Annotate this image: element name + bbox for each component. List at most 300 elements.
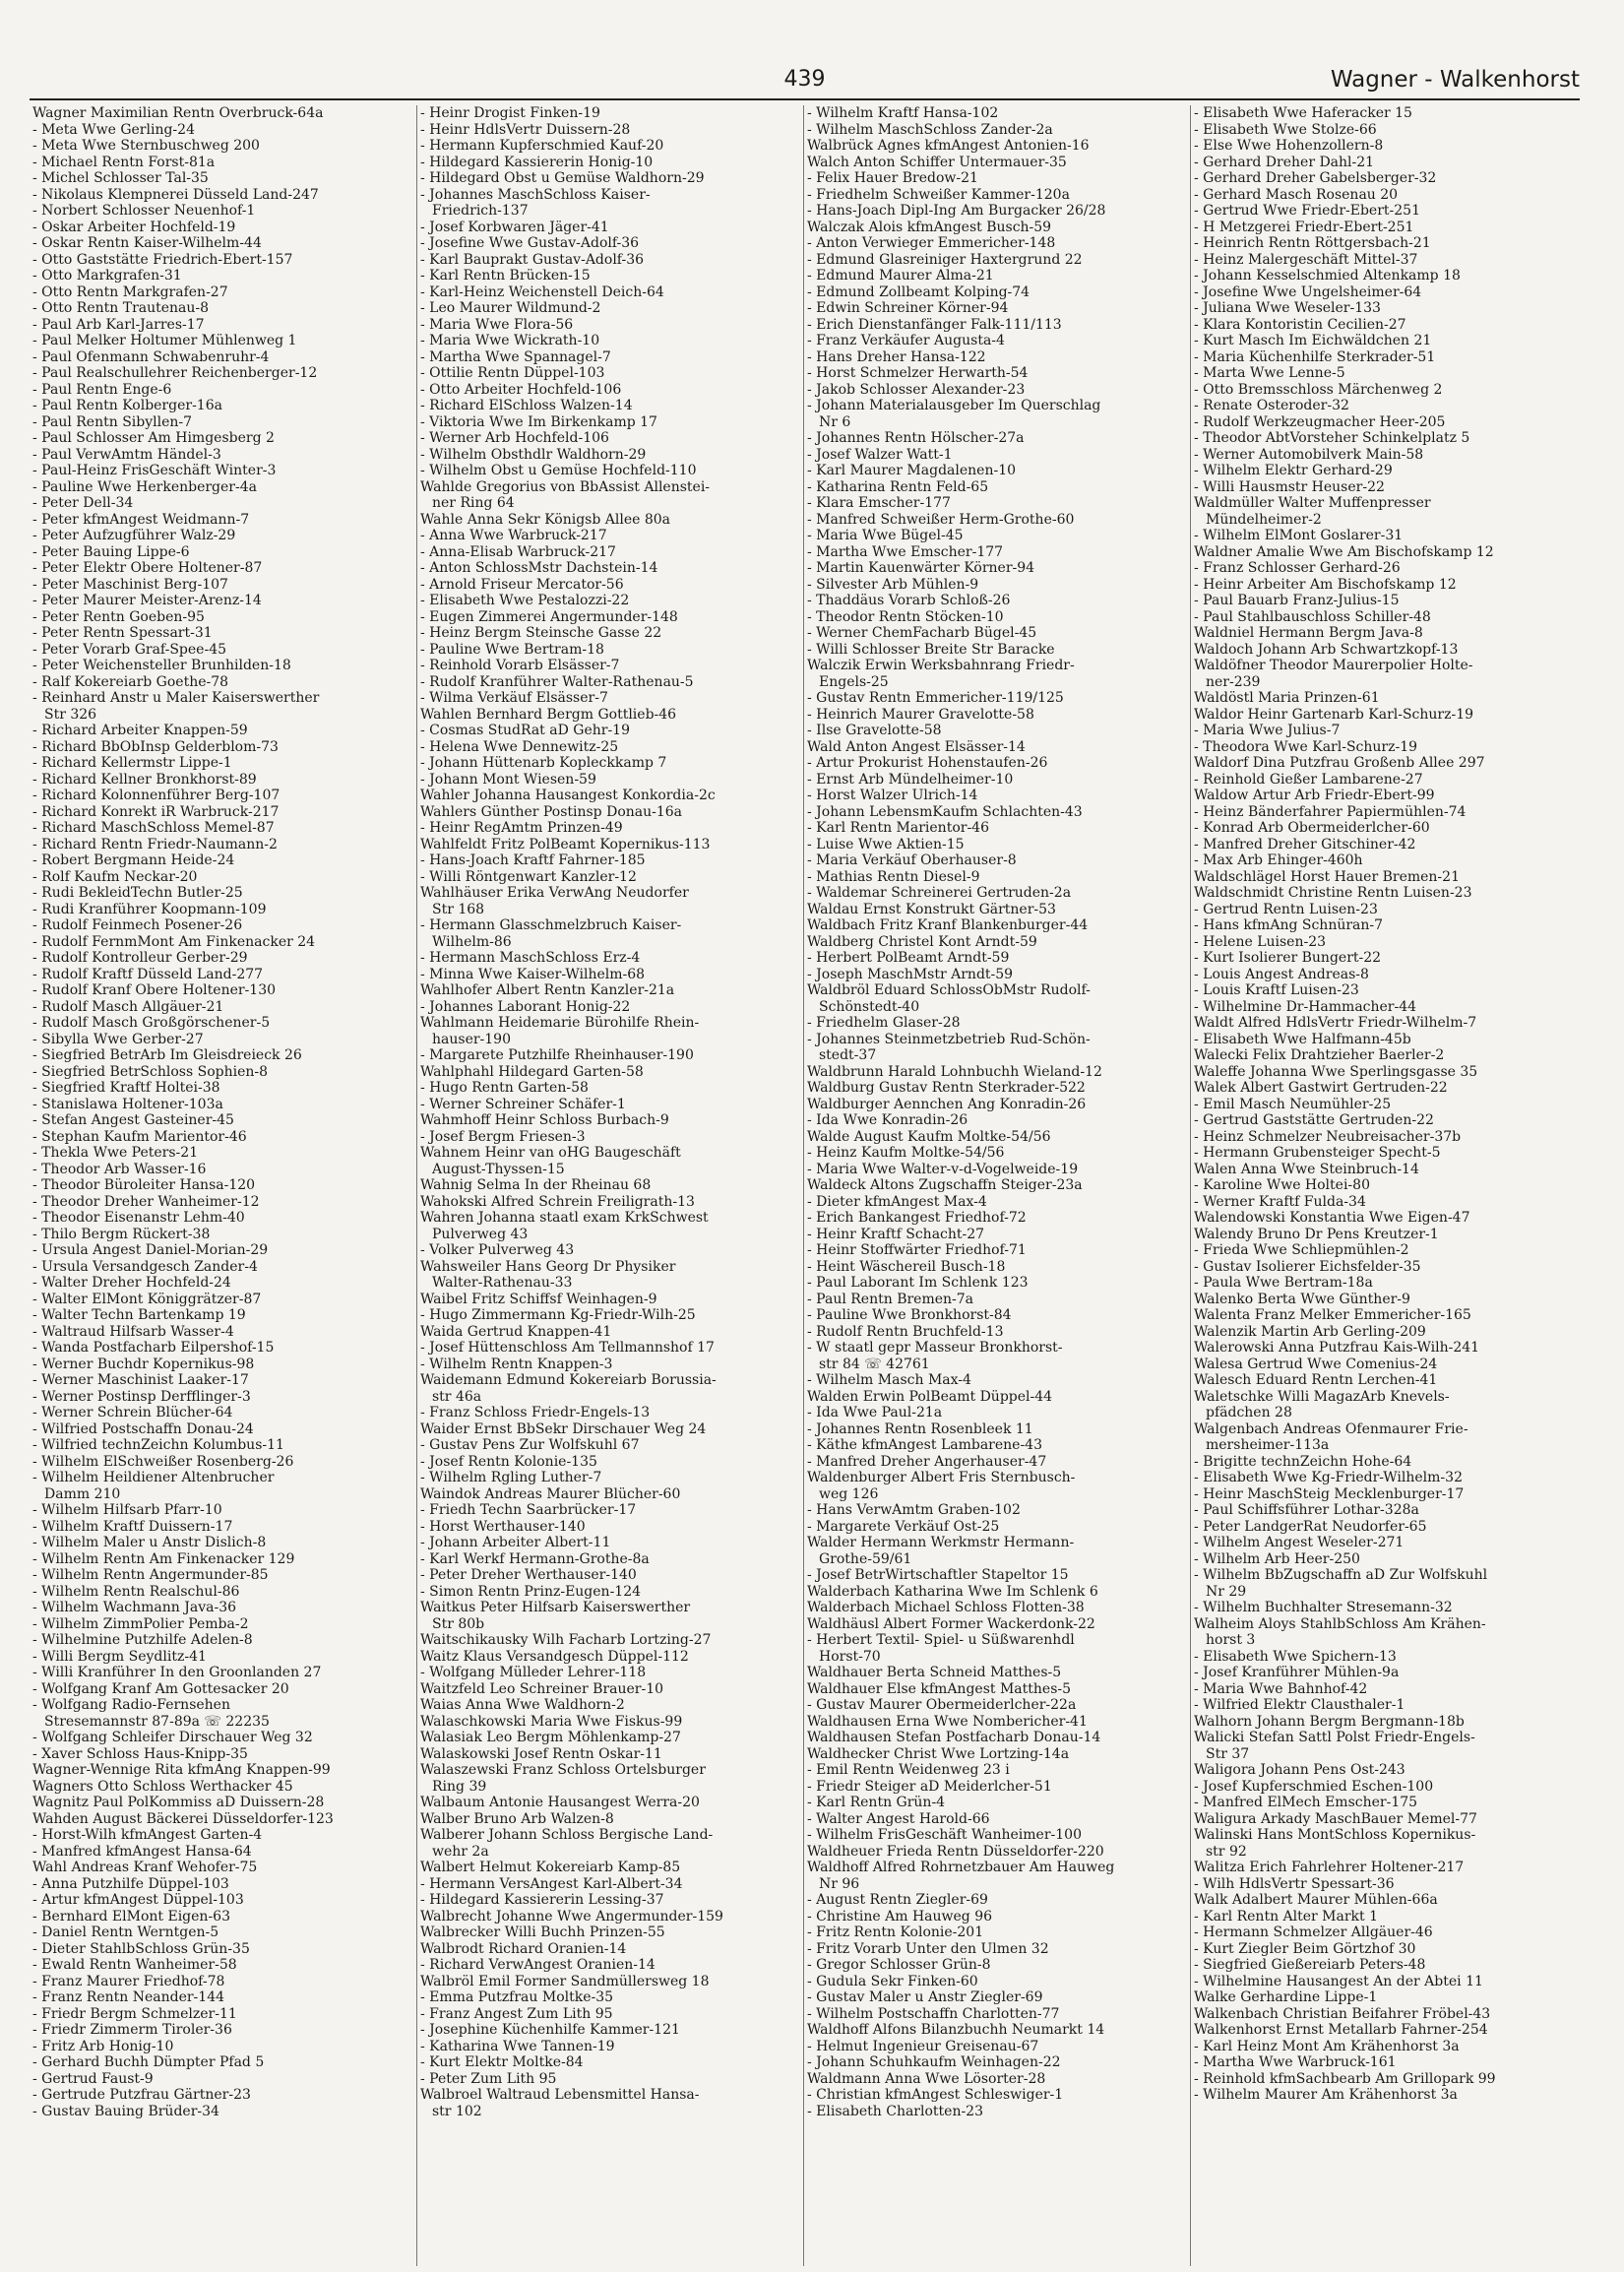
directory-entry: - Thekla Wwe Peters-21 <box>32 1145 199 1161</box>
directory-entry: - Edmund Glasreiniger Haxtergrund 22 <box>807 251 1083 268</box>
directory-entry: - Margarete Verkäuf Ost-25 <box>807 1518 1000 1535</box>
directory-entry: - Gertrud Faust-9 <box>32 2070 154 2087</box>
directory-entry: - Rolf Kaufm Neckar-20 <box>32 868 198 885</box>
directory-entry: - Sibylla Wwe Gerber-27 <box>32 1031 204 1047</box>
directory-entry: Waibel Fritz Schiffsf Weinhagen-9 <box>420 1291 657 1307</box>
directory-entry: - Silvester Arb Mühlen-9 <box>807 576 979 593</box>
directory-entry: - Paul Schiffsführer Lothar-328a <box>1194 1502 1419 1518</box>
directory-entry: Walbrecker Willi Buchh Prinzen-55 <box>420 1925 665 1940</box>
directory-entry: - Karoline Wwe Holtei-80 <box>1194 1177 1370 1193</box>
directory-entry: Walitza Erich Fahrlehrer Holtener-217 <box>1194 1860 1465 1875</box>
directory-entry: - Peter Rentn Spessart-31 <box>32 625 213 641</box>
directory-entry: - Rudolf Masch Großgörschener-5 <box>32 1015 271 1031</box>
directory-entry: - Rudolf FernmMont Am Finkenacker 24 <box>32 933 316 950</box>
directory-entry: - Ilse Gravelotte-58 <box>807 723 942 738</box>
directory-entry: - Theodor Arb Wasser-16 <box>32 1161 207 1177</box>
directory-column-4 <box>1190 105 1577 2266</box>
directory-entry: Damm 210 <box>44 1485 121 1502</box>
directory-entry: - Siegfried BetrArb Im Gleisdreieck 26 <box>32 1047 302 1063</box>
directory-entry: Horst-70 <box>819 1648 881 1665</box>
directory-entry: Waldberg Christel Kont Arndt-59 <box>807 933 1037 950</box>
directory-entry: Walgenbach Andreas Ofenmaurer Frie- <box>1194 1420 1468 1437</box>
directory-entry: - Wilhelm Masch Max-4 <box>807 1372 971 1388</box>
directory-column-2 <box>416 105 803 2266</box>
directory-entry: - Heinr Drogist Finken-19 <box>420 105 600 121</box>
page-number: 439 <box>783 67 826 92</box>
directory-entry: Wahl Andreas Kranf Wehofer-75 <box>32 1860 258 1875</box>
directory-entry: - Heinr MaschSteig Mecklenburger-17 <box>1194 1485 1465 1502</box>
directory-entry: - Renate Osteroder-32 <box>1194 398 1349 413</box>
directory-entry: Walenko Berta Wwe Günther-9 <box>1194 1291 1410 1307</box>
directory-entry: Waias Anna Wwe Waldhorn-2 <box>420 1697 625 1713</box>
directory-entry: weg 126 <box>819 1485 879 1502</box>
directory-entry: - Otto Rentn Trautenau-8 <box>32 300 210 316</box>
directory-entry: - Hermann Schmelzer Allgäuer-46 <box>1194 1925 1433 1940</box>
directory-entry: - Katharina Wwe Tannen-19 <box>420 2038 615 2054</box>
directory-entry: - Otto Markgrafen-31 <box>32 268 182 284</box>
directory-entry: ner-239 <box>1206 673 1261 690</box>
directory-entry: - Paul Bauarb Franz-Julius-15 <box>1194 593 1400 608</box>
directory-entry: - Paul Rentn Sibyllen-7 <box>32 413 193 430</box>
directory-entry: Wahokski Alfred Schrein Freiligrath-13 <box>420 1193 695 1210</box>
directory-entry: - Werner Buchdr Kopernikus-98 <box>32 1356 255 1372</box>
directory-entry: - Christine Am Hauweg 96 <box>807 1908 993 1925</box>
directory-entry: - Waltraud Hilfsarb Wasser-4 <box>32 1323 234 1340</box>
directory-entry: - Wilhelm Elektr Gerhard-29 <box>1194 463 1393 478</box>
directory-entry: Wahnig Selma In der Rheinau 68 <box>420 1177 652 1193</box>
directory-entry: - Gerhard Masch Rosenau 20 <box>1194 186 1399 203</box>
directory-entry: pfädchen 28 <box>1206 1405 1292 1420</box>
header-rule <box>30 98 1580 100</box>
directory-entry: - Josef Kupferschmied Eschen-100 <box>1194 1778 1434 1795</box>
directory-entry: Str 80b <box>432 1615 485 1632</box>
directory-entry: - Hildegard Kassiererin Lessing-37 <box>420 1892 664 1908</box>
directory-entry: - Richard Kolonnenführer Berg-107 <box>32 788 281 803</box>
directory-entry: - Friedhelm Schweißer Kammer-120a <box>807 186 1070 203</box>
directory-entry: - Gustav Bauing Brüder-34 <box>32 2103 219 2119</box>
directory-entry: - Paul Melker Holtumer Mühlenweg 1 <box>32 333 297 348</box>
directory-entry: - Paula Wwe Bertram-18a <box>1194 1275 1373 1291</box>
directory-entry: - Rudi Kranführer Koopmann-109 <box>32 901 267 917</box>
directory-entry: - Eugen Zimmerei Angermunder-148 <box>420 608 678 625</box>
directory-entry: - Willi Schlosser Breite Str Baracke <box>807 641 1055 658</box>
directory-entry: Walch Anton Schiffer Untermauer-35 <box>807 154 1067 170</box>
directory-entry: - Karl Rentn Grün-4 <box>807 1795 946 1810</box>
directory-entry: - Johannes MaschSchloss Kaiser- <box>420 186 651 203</box>
directory-entry: Waldner Amalie Wwe Am Bischofskamp 12 <box>1194 543 1494 560</box>
directory-entry: - Anton Verwieger Emmericher-148 <box>807 235 1056 251</box>
directory-entry: - Gertrud Rentn Luisen-23 <box>1194 901 1378 917</box>
directory-entry: - Wilhelm Maurer Am Krähenhorst 3a <box>1194 2087 1458 2103</box>
directory-entry: Walenzik Martin Arb Gerling-209 <box>1194 1323 1426 1340</box>
directory-entry: Waida Gertrud Knappen-41 <box>420 1323 612 1340</box>
directory-entry: - Otto Bremsschloss Märchenweg 2 <box>1194 381 1443 398</box>
directory-entry: - Ida Wwe Konradin-26 <box>807 1112 968 1128</box>
directory-entry: - Brigitte technZeichn Hohe-64 <box>1194 1453 1412 1470</box>
directory-entry: - Ursula Versandgesch Zander-4 <box>32 1258 258 1275</box>
directory-entry: Walderbach Michael Schloss Flotten-38 <box>807 1600 1085 1615</box>
directory-entry: - Horst Werthauser-140 <box>420 1518 586 1535</box>
directory-entry: - Johann Arbeiter Albert-11 <box>420 1535 611 1550</box>
directory-entry: - Richard VerwAngest Oranien-14 <box>420 1957 656 1973</box>
directory-entry: - Wilhelm Rgling Luther-7 <box>420 1470 602 1485</box>
directory-entry: str 46a <box>432 1388 482 1405</box>
directory-entry: - Heinz Malergeschäft Mittel-37 <box>1194 251 1418 268</box>
directory-entry: str 84 ☏ 42761 <box>819 1356 930 1372</box>
directory-entry: Waldor Heinr Gartenarb Karl-Schurz-19 <box>1194 706 1474 723</box>
directory-entry: - Theodora Wwe Karl-Schurz-19 <box>1194 738 1418 755</box>
directory-entry: - Werner Maschinist Laaker-17 <box>32 1372 249 1388</box>
directory-entry: - Anna Putzhilfe Düppel-103 <box>32 1875 229 1892</box>
directory-entry: - Frieda Wwe Schliepmühlen-2 <box>1194 1242 1409 1258</box>
directory-entry: - Rudolf Feinmech Posener-26 <box>32 917 243 933</box>
directory-entry: Walesch Eduard Rentn Lerchen-41 <box>1194 1372 1438 1388</box>
directory-entry: Engels-25 <box>819 673 889 690</box>
directory-entry: - Hermann Glasschmelzbruch Kaiser- <box>420 917 682 933</box>
directory-entry: - Richard Arbeiter Knappen-59 <box>32 723 248 738</box>
directory-entry: Waldburg Gustav Rentn Sterkrader-522 <box>807 1080 1086 1096</box>
directory-entry: - Katharina Rentn Feld-65 <box>807 478 989 495</box>
directory-entry: - Erich Dienstanfänger Falk-111/113 <box>807 316 1062 333</box>
directory-entry: - Hans-Joach Kraftf Fahrner-185 <box>420 852 646 868</box>
directory-entry: - Horst-Wilh kfmAngest Garten-4 <box>32 1827 263 1843</box>
directory-entry: - Heinr RegAmtm Prinzen-49 <box>420 820 623 836</box>
directory-entry: - Emil Masch Neumühler-25 <box>1194 1096 1392 1112</box>
directory-entry: - Christian kfmAngest Schleswiger-1 <box>807 2087 1064 2103</box>
directory-entry: - Johannes Laborant Honig-22 <box>420 998 631 1015</box>
directory-entry: - Fritz Rentn Kolonie-201 <box>807 1925 984 1940</box>
directory-entry: - Josef BetrWirtschaftler Stapeltor 15 <box>807 1567 1069 1583</box>
directory-entry: - Heinrich Rentn Röttgersbach-21 <box>1194 235 1431 251</box>
directory-entry: - Karl-Heinz Weichenstell Deich-64 <box>420 284 664 300</box>
directory-entry: - Peter Aufzugführer Walz-29 <box>32 528 236 543</box>
directory-entry: - Fritz Vorarb Unter den Ulmen 32 <box>807 1940 1049 1957</box>
directory-entry: Wahlfeldt Fritz PolBeamt Kopernikus-113 <box>420 836 711 852</box>
directory-entry: - Wilhelmine Putzhilfe Adelen-8 <box>32 1632 253 1648</box>
directory-entry: - Wanda Postfacharb Eilpershof-15 <box>32 1340 275 1356</box>
directory-entry: Waldhecker Christ Wwe Lortzing-14a <box>807 1745 1070 1762</box>
directory-entry: - Joseph MaschMstr Arndt-59 <box>807 966 1014 982</box>
directory-entry: Walek Albert Gastwirt Gertruden-22 <box>1194 1080 1448 1096</box>
directory-entry: - Wilh HdlsVertr Spessart-36 <box>1194 1875 1395 1892</box>
directory-entry: - Wilhelmine Hausangest An der Abtei 11 <box>1194 1973 1483 1989</box>
directory-entry: - Wilhelm MaschSchloss Zander-2a <box>807 121 1053 138</box>
directory-entry: - Johann LebensmKaufm Schlachten-43 <box>807 803 1083 820</box>
directory-entry: Walendy Bruno Dr Pens Kreutzer-1 <box>1194 1226 1439 1242</box>
directory-entry: - Edwin Schreiner Körner-94 <box>807 300 1009 316</box>
directory-entry: - Helmut Ingenieur Greisenau-67 <box>807 2038 1039 2054</box>
directory-entry: - Louis Kraftf Luisen-23 <box>1194 982 1359 998</box>
directory-entry: - Willi Kranführer In den Groonlanden 27 <box>32 1665 322 1680</box>
directory-entry: Friedrich-137 <box>432 203 529 219</box>
directory-entry: Walhorn Johann Bergm Bergmann-18b <box>1194 1713 1465 1730</box>
directory-entry: - Wilhelm Obst u Gemüse Hochfeld-110 <box>420 463 697 478</box>
directory-entry: stedt-37 <box>819 1047 877 1063</box>
directory-entry: - Elisabeth Wwe Haferacker 15 <box>1194 105 1412 121</box>
directory-entry: Grothe-59/61 <box>819 1550 912 1567</box>
directory-entry: Waidemann Edmund Kokereiarb Borussia- <box>420 1372 717 1388</box>
directory-entry: - Kurt Elektr Moltke-84 <box>420 2054 584 2070</box>
directory-entry: - Helena Wwe Dennewitz-25 <box>420 738 619 755</box>
directory-entry: Waldmüller Walter Muffenpresser <box>1194 495 1431 511</box>
directory-entry: Stresemannstr 87-89a ☏ 22235 <box>44 1713 270 1730</box>
directory-entry: - Paul Laborant Im Schlenk 123 <box>807 1275 1029 1291</box>
directory-entry: Wahlmann Heidemarie Bürohilfe Rhein- <box>420 1015 700 1031</box>
directory-entry: - Wilhelm Maler u Anstr Dislich-8 <box>32 1535 267 1550</box>
directory-entry: - Rudolf Rentn Bruchfeld-13 <box>807 1323 1004 1340</box>
directory-entry: - Elisabeth Wwe Spichern-13 <box>1194 1648 1397 1665</box>
directory-entry: - Werner Schrein Blücher-64 <box>32 1405 233 1420</box>
directory-entry: - Waldemar Schreinerei Gertruden-2a <box>807 885 1072 901</box>
directory-entry: - Hildegard Obst u Gemüse Waldhorn-29 <box>420 170 705 186</box>
directory-entry: - Karl Maurer Magdalenen-10 <box>807 463 1017 478</box>
directory-entry: - Hugo Rentn Garten-58 <box>420 1080 589 1096</box>
directory-entry: - Maria Wwe Walter-v-d-Vogelweide-19 <box>807 1161 1079 1177</box>
directory-entry: - Richard Rentn Friedr-Naumann-2 <box>32 836 278 852</box>
directory-entry: - Hermann VersAngest Karl-Albert-34 <box>420 1875 683 1892</box>
directory-entry: - Paul Schlosser Am Himgesberg 2 <box>32 430 275 446</box>
directory-entry: - Käthe kfmAngest Lambarene-43 <box>807 1437 1042 1453</box>
directory-entry: Walen Anna Wwe Steinbruch-14 <box>1194 1161 1419 1177</box>
directory-entry: - Heinr Stoffwärter Friedhof-71 <box>807 1242 1027 1258</box>
directory-entry: Walbröl Emil Former Sandmüllersweg 18 <box>420 1973 710 1989</box>
directory-entry: - Franz Angest Zum Lith 95 <box>420 2005 613 2022</box>
directory-entry: mersheimer-113a <box>1206 1437 1330 1453</box>
directory-entry: - Theodor AbtVorsteher Schinkelplatz 5 <box>1194 430 1470 446</box>
directory-entry: Wagner-Wennige Rita kfmAng Knappen-99 <box>32 1762 331 1778</box>
directory-entry: Waldhausen Erna Wwe Nombericher-41 <box>807 1713 1088 1730</box>
directory-entry: Walbrück Agnes kfmAngest Antonien-16 <box>807 138 1090 154</box>
directory-entry: - Edmund Zollbeamt Kolping-74 <box>807 284 1031 300</box>
directory-entry: - Martha Wwe Spannagel-7 <box>420 348 611 365</box>
directory-entry: - Martin Kauenwärter Körner-94 <box>807 560 1035 576</box>
directory-entry: - Richard Konrekt iR Warbruck-217 <box>32 803 280 820</box>
directory-entry: Walber Bruno Arb Walzen-8 <box>420 1810 614 1827</box>
directory-entry: Waitz Klaus Versandgesch Düppel-112 <box>420 1648 689 1665</box>
directory-entry: - Paul VerwAmtm Händel-3 <box>32 446 221 463</box>
directory-entry: - Wilhelm Postschaffn Charlotten-77 <box>807 2005 1060 2022</box>
directory-entry: Walecki Felix Drahtzieher Baerler-2 <box>1194 1047 1445 1063</box>
directory-entry: Walkenhorst Ernst Metallarb Fahrner-254 <box>1194 2022 1488 2038</box>
directory-entry: - Wilhelm ElSchweißer Rosenberg-26 <box>32 1453 294 1470</box>
directory-entry: - Wilhelm ElMont Goslarer-31 <box>1194 528 1404 543</box>
directory-entry: - Josef Korbwaren Jäger-41 <box>420 219 609 235</box>
directory-columns <box>30 105 1580 2266</box>
directory-entry: Walkenbach Christian Beifahrer Fröbel-43 <box>1194 2005 1491 2022</box>
directory-entry: horst 3 <box>1206 1632 1256 1648</box>
directory-entry: - Heinr Kraftf Schacht-27 <box>807 1226 985 1242</box>
directory-entry: - Ewald Rentn Wanheimer-58 <box>32 1957 237 1973</box>
directory-entry: Wahnem Heinr van oHG Baugeschäft <box>420 1145 681 1161</box>
directory-entry: - Dieter StahlbSchloss Grün-35 <box>32 1940 250 1957</box>
directory-entry: - Peter Vorarb Graf-Spee-45 <box>32 641 227 658</box>
directory-entry: - Jakob Schlosser Alexander-23 <box>807 381 1026 398</box>
directory-entry: Waldeck Altons Zugschaffn Steiger-23a <box>807 1177 1083 1193</box>
directory-entry: - Peter kfmAngest Weidmann-7 <box>32 511 250 528</box>
directory-entry: - Gerhard Dreher Gabelsberger-32 <box>1194 170 1437 186</box>
directory-entry: - Wilhelm Heildiener Altenbrucher <box>32 1470 275 1485</box>
directory-entry: - Johann Mont Wiesen-59 <box>420 771 596 788</box>
directory-entry: - Johann Materialausgeber Im Querschlag <box>807 398 1101 413</box>
directory-entry: - Reinhold kfmSachbearb Am Grillopark 99 <box>1194 2070 1496 2087</box>
directory-entry: - Peter Dell-34 <box>32 495 134 511</box>
directory-entry: - Josephine Küchenhilfe Kammer-121 <box>420 2022 680 2038</box>
directory-entry: - Willi Bergm Seydlitz-41 <box>32 1648 207 1665</box>
directory-column-1 <box>30 105 416 2266</box>
directory-entry: - Ernst Arb Mündelheimer-10 <box>807 771 1014 788</box>
directory-entry: - Dieter kfmAngest Max-4 <box>807 1193 987 1210</box>
directory-entry: - Paul Rentn Kolberger-16a <box>32 398 222 413</box>
directory-entry: - Wilhelm BbZugschaffn aD Zur Wolfskuhl <box>1194 1567 1488 1583</box>
directory-entry: Walbroel Waltraud Lebensmittel Hansa- <box>420 2087 700 2103</box>
directory-entry: - Wilfried Elektr Clausthaler-1 <box>1194 1697 1405 1713</box>
directory-entry: Walasiak Leo Bergm Möhlenkamp-27 <box>420 1730 681 1745</box>
directory-entry: - Gerhard Buchh Dümpter Pfad 5 <box>32 2054 265 2070</box>
directory-entry: - Heinr HdlsVertr Duissern-28 <box>420 121 631 138</box>
directory-entry: Waitkus Peter Hilfsarb Kaiserswerther <box>420 1600 691 1615</box>
directory-entry: - Heinz Kaufm Moltke-54/56 <box>807 1145 1005 1161</box>
directory-entry: - Elisabeth Wwe Kg-Friedr-Wilhelm-32 <box>1194 1470 1463 1485</box>
directory-entry: - Else Wwe Hohenzollern-8 <box>1194 138 1384 154</box>
directory-entry: - Friedr Zimmerm Tiroler-36 <box>32 2022 232 2038</box>
directory-entry: - Theodor Büroleiter Hansa-120 <box>32 1177 256 1193</box>
directory-entry: - Manfred ElMech Emscher-175 <box>1194 1795 1418 1810</box>
directory-entry: Walter-Rathenau-33 <box>432 1275 573 1291</box>
directory-entry: - Werner Automobilverk Main-58 <box>1194 446 1424 463</box>
directory-entry: - Paul Stahlbauschloss Schiller-48 <box>1194 608 1431 625</box>
directory-entry: - Minna Wwe Kaiser-Wilhelm-68 <box>420 966 646 982</box>
directory-entry: - W staatl gepr Masseur Bronkhorst- <box>807 1340 1063 1356</box>
directory-entry: Walczik Erwin Werksbahnrang Friedr- <box>807 658 1075 673</box>
directory-entry: - Wilhelm Kraftf Duissern-17 <box>32 1518 233 1535</box>
directory-entry: - Werner Schreiner Schäfer-1 <box>420 1096 626 1112</box>
directory-entry: - Josef Bergm Friesen-3 <box>420 1128 586 1145</box>
directory-entry: - Franz Schloss Friedr-Engels-13 <box>420 1405 651 1420</box>
directory-entry: - Kurt Masch Im Eichwäldchen 21 <box>1194 333 1432 348</box>
directory-entry: - Manfred Schweißer Herm-Grothe-60 <box>807 511 1075 528</box>
directory-entry: Waldheuer Frieda Rentn Düsseldorfer-220 <box>807 1843 1104 1860</box>
directory-entry: Walaschkowski Maria Wwe Fiskus-99 <box>420 1713 683 1730</box>
directory-entry: Walk Adalbert Maurer Mühlen-66a <box>1194 1892 1438 1908</box>
directory-entry: - Werner Kraftf Fulda-34 <box>1194 1193 1366 1210</box>
directory-entry: Wahlhofer Albert Rentn Kanzler-21a <box>420 982 675 998</box>
directory-entry: Walden Erwin PolBeamt Düppel-44 <box>807 1388 1053 1405</box>
directory-entry: - Wolfgang Kranf Am Gottesacker 20 <box>32 1680 289 1697</box>
directory-entry: - Daniel Rentn Werntgen-5 <box>32 1925 219 1940</box>
directory-entry: Waldhoff Alfred Rohrnetzbauer Am Hauweg <box>807 1860 1115 1875</box>
directory-entry: - Anna-Elisab Warbruck-217 <box>420 543 616 560</box>
directory-entry: hauser-190 <box>432 1031 511 1047</box>
directory-entry: Waldt Alfred HdlsVertr Friedr-Wilhelm-7 <box>1194 1015 1477 1031</box>
directory-entry: - Martha Wwe Warbruck-161 <box>1194 2054 1397 2070</box>
directory-entry: - Kurt Ziegler Beim Görtzhof 30 <box>1194 1940 1416 1957</box>
directory-entry: Waldorf Dina Putzfrau Großenb Allee 297 <box>1194 755 1485 771</box>
directory-entry: - Franz Rentn Neander-144 <box>32 1989 225 2005</box>
directory-entry: Waldbrunn Harald Lohnbuchh Wieland-12 <box>807 1063 1102 1080</box>
directory-entry: Wahler Johanna Hausangest Konkordia-2c <box>420 788 716 803</box>
directory-entry: - Willi Röntgenwart Kanzler-12 <box>420 868 637 885</box>
directory-entry: Waldburger Aennchen Ang Konradin-26 <box>807 1096 1087 1112</box>
directory-entry: Walbaum Antonie Hausangest Werra-20 <box>420 1795 700 1810</box>
directory-entry: - Gustav Maurer Obermeiderlcher-22a <box>807 1697 1077 1713</box>
directory-entry: Walbrodt Richard Oranien-14 <box>420 1940 627 1957</box>
directory-entry: Walczak Alois kfmAngest Busch-59 <box>807 219 1052 235</box>
directory-entry: Str 37 <box>1206 1745 1250 1762</box>
directory-entry: Walbert Helmut Kokereiarb Kamp-85 <box>420 1860 681 1875</box>
directory-entry: - Horst Schmelzer Herwarth-54 <box>807 365 1029 381</box>
directory-entry: - Manfred kfmAngest Hansa-64 <box>32 1843 252 1860</box>
directory-entry: - Rudi BekleidTechn Butler-25 <box>32 885 243 901</box>
directory-entry: - Johannes Rentn Rosenbleek 11 <box>807 1420 1033 1437</box>
directory-entry: - Heinr Arbeiter Am Bischofskamp 12 <box>1194 576 1457 593</box>
directory-entry: - Konrad Arb Obermeiderlcher-60 <box>1194 820 1430 836</box>
directory-entry: - Wilhelm Rentn Knappen-3 <box>420 1356 613 1372</box>
directory-entry: Ring 39 <box>432 1778 487 1795</box>
directory-entry: - Wilma Verkäuf Elsässer-7 <box>420 690 608 706</box>
directory-entry: - Mathias Rentn Diesel-9 <box>807 868 980 885</box>
directory-entry: - Elisabeth Charlotten-23 <box>807 2103 983 2119</box>
directory-entry: - Peter Zum Lith 95 <box>420 2070 557 2087</box>
directory-entry: Walke Gerhardine Lippe-1 <box>1194 1989 1378 2005</box>
directory-entry: Wald Anton Angest Elsässer-14 <box>807 738 1026 755</box>
directory-entry: Wahmhoff Heinr Schloss Burbach-9 <box>420 1112 669 1128</box>
directory-entry: - Josefine Wwe Ungelsheimer-64 <box>1194 284 1422 300</box>
directory-entry: - Johannes Steinmetzbetrieb Rud-Schön- <box>807 1031 1091 1047</box>
directory-entry: Wagner Maximilian Rentn Overbruck-64a <box>32 105 324 121</box>
directory-entry: - Johann Hüttenarb Kopleckkamp 7 <box>420 755 667 771</box>
directory-entry: - Gustav Maler u Anstr Ziegler-69 <box>807 1989 1043 2005</box>
directory-entry: - Ida Wwe Paul-21a <box>807 1405 943 1420</box>
directory-entry: - Anton SchlossMstr Dachstein-14 <box>420 560 658 576</box>
directory-entry: - Hans VerwAmtm Graben-102 <box>807 1502 1021 1518</box>
directory-entry: - Werner ChemFacharb Bügel-45 <box>807 625 1037 641</box>
directory-entry: - Maria Wwe Julius-7 <box>1194 723 1341 738</box>
directory-entry: - Pauline Wwe Herkenberger-4a <box>32 478 257 495</box>
directory-entry: - Josefine Wwe Gustav-Adolf-36 <box>420 235 640 251</box>
directory-entry: Nr 29 <box>1206 1583 1247 1600</box>
directory-entry: Walendowski Konstantia Wwe Eigen-47 <box>1194 1210 1470 1226</box>
directory-entry: - Anna Wwe Warbruck-217 <box>420 528 607 543</box>
directory-entry: - Rudolf Kraftf Düsseld Land-277 <box>32 966 264 982</box>
directory-entry: Waldhoff Alfons Bilanzbuchh Neumarkt 14 <box>807 2022 1105 2038</box>
directory-entry: - Rudolf Werkzeugmacher Heer-205 <box>1194 413 1446 430</box>
directory-entry: - Gertrude Putzfrau Gärtner-23 <box>32 2087 251 2103</box>
directory-entry: - Rudolf Kontrolleur Gerber-29 <box>32 950 248 966</box>
directory-entry: - Walter Dreher Hochfeld-24 <box>32 1275 231 1291</box>
directory-entry: Waldhauer Else kfmAngest Matthes-5 <box>807 1680 1072 1697</box>
directory-entry: - Walter Techn Bartenkamp 19 <box>32 1307 246 1323</box>
directory-entry: - Reinhold Vorarb Elsässer-7 <box>420 658 620 673</box>
directory-entry: Wilhelm-86 <box>432 933 512 950</box>
directory-entry: Walheim Aloys StahlbSchloss Am Krähen- <box>1194 1615 1486 1632</box>
directory-entry: - Heinz Bergm Steinsche Gasse 22 <box>420 625 662 641</box>
directory-entry: Walaszewski Franz Schloss Ortelsburger <box>420 1762 706 1778</box>
directory-entry: - Wilhelm ZimmPolier Pemba-2 <box>32 1615 249 1632</box>
directory-entry: - Erich Bankangest Friedhof-72 <box>807 1210 1027 1226</box>
directory-entry: Waldbach Fritz Kranf Blankenburger-44 <box>807 917 1089 933</box>
directory-entry: - Franz Verkäufer Augusta-4 <box>807 333 1005 348</box>
directory-entry: Wahlhäuser Erika VerwAng Neudorfer <box>420 885 689 901</box>
directory-entry: - Karl Rentn Marientor-46 <box>807 820 989 836</box>
directory-entry: - Wilhelm Rentn Am Finkenacker 129 <box>32 1550 295 1567</box>
directory-entry: - Walter ElMont Königgrätzer-87 <box>32 1291 262 1307</box>
directory-entry: Waldöfner Theodor Maurerpolier Holte- <box>1194 658 1473 673</box>
directory-entry: - Rudolf Masch Allgäuer-21 <box>32 998 224 1015</box>
directory-entry: Walde August Kaufm Moltke-54/56 <box>807 1128 1051 1145</box>
directory-entry: - Josef Walzer Watt-1 <box>807 446 953 463</box>
directory-entry: Waligora Johann Pens Ost-243 <box>1194 1762 1405 1778</box>
directory-entry: - Oskar Rentn Kaiser-Wilhelm-44 <box>32 235 262 251</box>
